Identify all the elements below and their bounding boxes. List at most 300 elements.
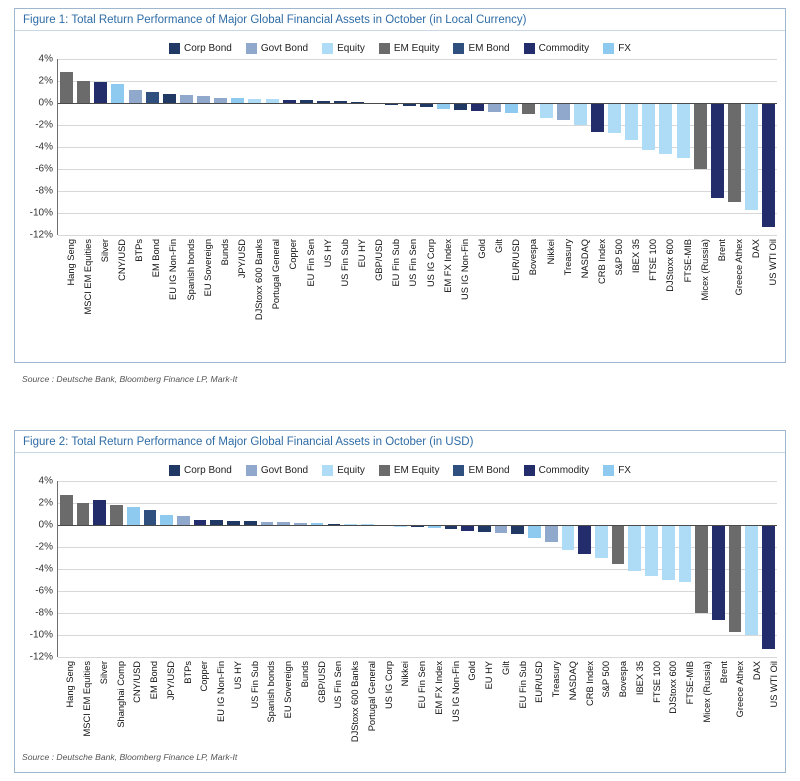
bar-cell: [606, 59, 623, 235]
bar: [545, 525, 558, 542]
category-label-cell: [708, 237, 725, 347]
category-label: US Fin Sen: [333, 661, 344, 709]
legend-label: Govt Bond: [260, 42, 309, 54]
category-label: EU IG Non-Fin: [216, 661, 227, 722]
bar-cell: [225, 481, 242, 657]
bar: [712, 525, 725, 620]
category-label-cell: [660, 659, 677, 769]
category-label-cell: [297, 237, 314, 347]
bar: [495, 525, 508, 533]
bar-cell: [576, 481, 593, 657]
category-label-cell: [74, 237, 91, 347]
category-label: CRB Index: [596, 239, 607, 284]
y-axis-tick-label: -2%: [35, 541, 53, 553]
category-label-cell: [760, 237, 777, 347]
bar-cell: [109, 59, 126, 235]
bar-cell: [593, 481, 610, 657]
category-label-cell: [451, 237, 468, 347]
bar: [60, 72, 73, 103]
bar-cell: [493, 481, 510, 657]
category-label: Bovespa: [528, 239, 539, 276]
legend-item-corp-bond: [169, 43, 232, 54]
category-label-cell: [442, 659, 459, 769]
bar-cell: [58, 481, 75, 657]
category-label: FTSE 100: [648, 239, 659, 281]
bar-cell: [526, 481, 543, 657]
bar-cell: [161, 59, 178, 235]
category-label: EM FX Index: [442, 239, 453, 293]
bar-cell: [476, 481, 493, 657]
y-axis-tick-label: 0%: [38, 519, 53, 531]
bar-cell: [589, 59, 606, 235]
legend-swatch-icon: [169, 465, 180, 476]
category-label-cell: [160, 237, 177, 347]
category-label-cell: [459, 659, 476, 769]
category-label: Treasury: [562, 239, 573, 276]
category-label: Gold: [467, 661, 478, 681]
bar-cell: [610, 481, 627, 657]
bar: [511, 525, 524, 534]
category-label-cell: [537, 237, 554, 347]
figure-1: [14, 8, 786, 363]
category-label: S&P 500: [614, 239, 625, 276]
legend-swatch-icon: [603, 465, 614, 476]
bar-cell: [643, 481, 660, 657]
category-label: EU Sovereign: [202, 239, 213, 297]
category-label: DAX: [751, 239, 762, 259]
legend-item-fx: [603, 43, 631, 54]
category-label-cell: [560, 659, 577, 769]
bar-cell: [409, 481, 426, 657]
legend-label: FX: [618, 42, 631, 54]
y-axis-tick-label: -10%: [29, 629, 53, 641]
legend-label: Govt Bond: [260, 464, 309, 476]
bar-cell: [743, 59, 760, 235]
figure-1-plot: [29, 53, 777, 241]
bar: [574, 103, 587, 125]
bar: [488, 103, 501, 112]
bar-cell: [208, 481, 225, 657]
legend-label: Commodity: [538, 42, 590, 54]
legend-swatch-icon: [379, 465, 390, 476]
category-label: S&P 500: [601, 661, 612, 698]
category-label: Gold: [476, 239, 487, 259]
category-label-cell: [143, 237, 160, 347]
bar-cell: [212, 59, 229, 235]
legend-swatch-icon: [322, 43, 333, 54]
category-label-cell: [280, 237, 297, 347]
bar-cell: [623, 59, 640, 235]
bar: [562, 525, 575, 550]
legend-item-govt-bond: [246, 465, 308, 476]
category-label-cell: [643, 659, 660, 769]
legend-swatch-icon: [603, 43, 614, 54]
bar-cell: [326, 481, 343, 657]
bar: [93, 500, 106, 525]
category-label: Bunds: [219, 239, 230, 266]
y-axis-tick-label: 2%: [38, 75, 53, 87]
legend-label: Equity: [337, 42, 365, 54]
bar-cell: [342, 481, 359, 657]
y-axis-tick-label: -4%: [35, 141, 53, 153]
category-label-cell: [91, 237, 108, 347]
category-label: MSCI EM Equities: [82, 661, 93, 737]
category-label: US IG Non-Fin: [459, 239, 470, 300]
figure-1-plot-area: [15, 53, 785, 321]
category-label-cell: [331, 237, 348, 347]
category-label-cell: [342, 659, 359, 769]
category-label: Bunds: [299, 661, 310, 688]
category-label-cell: [359, 659, 376, 769]
bar-cell: [127, 59, 144, 235]
category-label: US IG Non-Fin: [450, 661, 461, 722]
bar: [642, 103, 655, 150]
bar-cell: [452, 59, 469, 235]
category-label-cell: [375, 659, 392, 769]
figure-2-source: Source : Deutsche Bank, Bloomberg Finance LP, Mark-It: [22, 752, 238, 762]
category-label-cell: [526, 659, 543, 769]
category-label-cell: [493, 659, 510, 769]
category-label-cell: [124, 659, 141, 769]
category-label-cell: [308, 659, 325, 769]
category-label-cell: [241, 659, 258, 769]
y-axis-tick-label: -12%: [29, 651, 53, 663]
bar-cell: [259, 481, 276, 657]
bar: [591, 103, 604, 132]
category-label: US IG Corp: [425, 239, 436, 288]
category-label: EUR/USD: [534, 661, 545, 703]
category-label-cell: [434, 237, 451, 347]
bar-cell: [743, 481, 760, 657]
category-label-cell: [263, 237, 280, 347]
legend-item-em-bond: [453, 43, 509, 54]
legend-label: EM Equity: [393, 464, 440, 476]
category-label-cell: [744, 659, 761, 769]
bar-cell: [246, 59, 263, 235]
figure-2: [14, 430, 786, 773]
bar-cell: [760, 481, 777, 657]
category-label: EU HY: [484, 661, 495, 690]
bar: [628, 525, 641, 571]
bar: [557, 103, 570, 120]
legend-label: EM Equity: [393, 42, 440, 54]
category-label-cell: [208, 659, 225, 769]
category-label-cell: [691, 237, 708, 347]
category-label: Silver: [99, 239, 110, 263]
bar: [144, 510, 157, 525]
category-label-cell: [141, 659, 158, 769]
category-label: EM Bond: [149, 661, 160, 700]
gridline: [58, 657, 777, 658]
bar-cell: [298, 59, 315, 235]
category-label: EUR/USD: [511, 239, 522, 281]
legend-item-commodity: [524, 465, 590, 476]
y-axis-tick-label: -6%: [35, 585, 53, 597]
legend-swatch-icon: [322, 465, 333, 476]
bar-cell: [443, 481, 460, 657]
category-label-cell: [426, 659, 443, 769]
bar: [129, 90, 142, 103]
category-label: IBEX 35: [634, 661, 645, 696]
category-label-cell: [211, 237, 228, 347]
bar-cell: [75, 481, 92, 657]
category-label: MSCI EM Equities: [82, 239, 93, 315]
category-label-cell: [554, 237, 571, 347]
figure-1-legend: [15, 37, 785, 59]
bar: [695, 525, 708, 613]
bar-cell: [292, 481, 309, 657]
category-label-cell: [694, 659, 711, 769]
y-axis-tick-label: -2%: [35, 119, 53, 131]
bar: [197, 96, 210, 103]
bar: [728, 103, 741, 202]
category-label: Brent: [716, 239, 727, 262]
category-label: DJStoxx 600: [665, 239, 676, 292]
legend-item-commodity: [524, 43, 590, 54]
bar-cell: [692, 59, 709, 235]
category-label-cell: [314, 237, 331, 347]
legend-swatch-icon: [246, 43, 257, 54]
legend-item-em-equity: [379, 43, 440, 54]
bar: [745, 103, 758, 210]
category-label-cell: [520, 237, 537, 347]
category-label: Portugal General: [271, 239, 282, 310]
category-label: EM FX Index: [433, 661, 444, 715]
category-label: EU Sovereign: [283, 661, 294, 719]
category-label: Greece Athex: [735, 661, 746, 718]
category-label-cell: [606, 237, 623, 347]
bar-cell: [572, 59, 589, 235]
legend-swatch-icon: [453, 465, 464, 476]
bar-cell: [657, 59, 674, 235]
bar-cell: [332, 59, 349, 235]
y-axis-tick-label: -6%: [35, 163, 53, 175]
bar-cell: [640, 59, 657, 235]
category-label: US Fin Sub: [249, 661, 260, 709]
bar: [94, 82, 107, 103]
category-label: Brent: [718, 661, 729, 684]
category-label: NASDAQ: [567, 661, 578, 701]
legend-swatch-icon: [379, 43, 390, 54]
category-label-cell: [126, 237, 143, 347]
bar: [677, 103, 690, 158]
bar-cell: [175, 481, 192, 657]
category-label: Bovespa: [618, 661, 629, 698]
bar-cell: [392, 481, 409, 657]
category-label: US WTI Oil: [768, 661, 779, 708]
bar: [694, 103, 707, 169]
category-label: FTSE 100: [651, 661, 662, 703]
legend-label: Corp Bond: [184, 42, 232, 54]
category-label-cell: [576, 659, 593, 769]
category-label: DJStoxx 600 Banks: [350, 661, 361, 743]
bar-cell: [626, 481, 643, 657]
bar-cell: [520, 59, 537, 235]
y-axis-tick-label: 4%: [38, 53, 53, 65]
bar-cell: [242, 481, 259, 657]
bar: [540, 103, 553, 118]
category-label: US Fin Sub: [339, 239, 350, 287]
category-label: US Fin Sen: [408, 239, 419, 287]
zero-axis-line: [58, 525, 777, 526]
bar-cell: [309, 481, 326, 657]
gridline: [58, 235, 777, 236]
category-label: JPY/USD: [165, 661, 176, 701]
category-label: EU IG Non-Fin: [168, 239, 179, 300]
bar-series: [58, 481, 777, 657]
category-label: Greece Athex: [734, 239, 745, 296]
category-label: Gilt: [500, 661, 511, 675]
bar: [711, 103, 724, 198]
bar-cell: [675, 59, 692, 235]
category-label: CNY/USD: [116, 239, 127, 281]
category-label: US IG Corp: [383, 661, 394, 710]
bar-cell: [543, 481, 560, 657]
legend-label: FX: [618, 464, 631, 476]
legend-item-em-equity: [379, 465, 440, 476]
bar-cell: [560, 481, 577, 657]
y-axis-tick-label: 0%: [38, 97, 53, 109]
bar-cell: [426, 481, 443, 657]
category-label-cell: [588, 237, 605, 347]
bar-cell: [677, 481, 694, 657]
category-label-cell: [348, 237, 365, 347]
category-label-cell: [657, 237, 674, 347]
category-label-cell: [677, 659, 694, 769]
bar: [111, 84, 124, 103]
figure-2-plot-area: [15, 475, 785, 743]
category-label-cell: [571, 237, 588, 347]
category-label: Hang Seng: [65, 661, 76, 708]
bar-cell: [693, 481, 710, 657]
figure-2-plot: [29, 475, 777, 663]
category-label-cell: [486, 237, 503, 347]
bar-cell: [158, 481, 175, 657]
bar-cell: [75, 59, 92, 235]
bar: [645, 525, 658, 576]
legend-swatch-icon: [453, 43, 464, 54]
bar-cell: [349, 59, 366, 235]
category-label: DJStoxx 600 Banks: [254, 239, 265, 321]
category-label: Nikkei: [545, 239, 556, 265]
legend-item-em-bond: [453, 465, 509, 476]
category-label-cell: [258, 659, 275, 769]
y-axis-tick-label: -8%: [35, 185, 53, 197]
category-label-cell: [57, 659, 74, 769]
category-label-cell: [640, 237, 657, 347]
category-label: US HY: [322, 239, 333, 268]
category-label-cell: [610, 659, 627, 769]
bar-cell: [264, 59, 281, 235]
bar-cell: [359, 481, 376, 657]
bar: [528, 525, 541, 538]
category-label: Micex (Russia): [701, 661, 712, 723]
category-label-cell: [400, 237, 417, 347]
category-label-cell: [627, 659, 644, 769]
y-axis-tick-label: -10%: [29, 207, 53, 219]
legend-swatch-icon: [169, 43, 180, 54]
category-label: BTPs: [182, 661, 193, 684]
bar-cell: [760, 59, 777, 235]
legend-swatch-icon: [246, 465, 257, 476]
bar: [729, 525, 742, 632]
zero-axis-line: [58, 103, 777, 104]
category-label: Spanish bonds: [185, 239, 196, 301]
bar-cell: [726, 59, 743, 235]
category-label: Silver: [98, 661, 109, 685]
bar: [659, 103, 672, 154]
bar: [505, 103, 518, 113]
bar-cell: [383, 59, 400, 235]
legend-label: EM Bond: [468, 464, 510, 476]
category-label-cell: [228, 237, 245, 347]
category-label: Portugal General: [366, 661, 377, 732]
category-label-cell: [325, 659, 342, 769]
category-label-cell: [177, 237, 194, 347]
bar: [662, 525, 675, 580]
legend-swatch-icon: [524, 43, 535, 54]
category-label: FTSE-MIB: [685, 661, 696, 705]
bar: [745, 525, 758, 635]
category-label: BTPs: [134, 239, 145, 262]
bar: [127, 507, 140, 525]
bar-cell: [192, 481, 209, 657]
category-label-cell: [91, 659, 108, 769]
bar-series: [58, 59, 777, 235]
bar-cell: [486, 59, 503, 235]
bar-cell: [435, 59, 452, 235]
bar-cell: [58, 59, 75, 235]
category-label: GBP/USD: [374, 239, 385, 281]
category-label: Spanish bonds: [266, 661, 277, 723]
category-label: Hang Seng: [65, 239, 76, 286]
bar: [60, 495, 73, 525]
bar: [522, 103, 535, 114]
bar: [180, 95, 193, 103]
category-label-cell: [725, 237, 745, 347]
y-axis-tick-label: -12%: [29, 229, 53, 241]
bar: [163, 94, 176, 103]
category-label-cell: [275, 659, 292, 769]
category-label-cell: [710, 659, 727, 769]
category-label-cell: [503, 237, 520, 347]
bar: [146, 92, 159, 103]
legend-swatch-icon: [524, 465, 535, 476]
category-label-cell: [108, 237, 125, 347]
bar: [77, 81, 90, 103]
category-label-cell: [743, 237, 760, 347]
y-axis-tick-label: 4%: [38, 475, 53, 487]
bar-cell: [509, 481, 526, 657]
bar-cell: [727, 481, 744, 657]
figure-2-category-labels: [57, 659, 777, 769]
category-label: GBP/USD: [316, 661, 327, 703]
legend-item-fx: [603, 465, 631, 476]
figure-1-title: Figure 1: Total Return Performance of Major Global Financial Assets in October (in Local Currency): [15, 9, 785, 31]
category-label: US HY: [232, 661, 243, 690]
bar-cell: [108, 481, 125, 657]
legend-item-equity: [322, 43, 365, 54]
category-label: NASDAQ: [579, 239, 590, 279]
bar-cell: [401, 59, 418, 235]
category-label-cell: [158, 659, 175, 769]
legend-item-govt-bond: [246, 43, 308, 54]
category-label-cell: [417, 237, 434, 347]
category-label-cell: [409, 659, 426, 769]
bar-cell: [503, 59, 520, 235]
category-label: EU Fin Sub: [391, 239, 402, 287]
bar: [77, 503, 90, 525]
